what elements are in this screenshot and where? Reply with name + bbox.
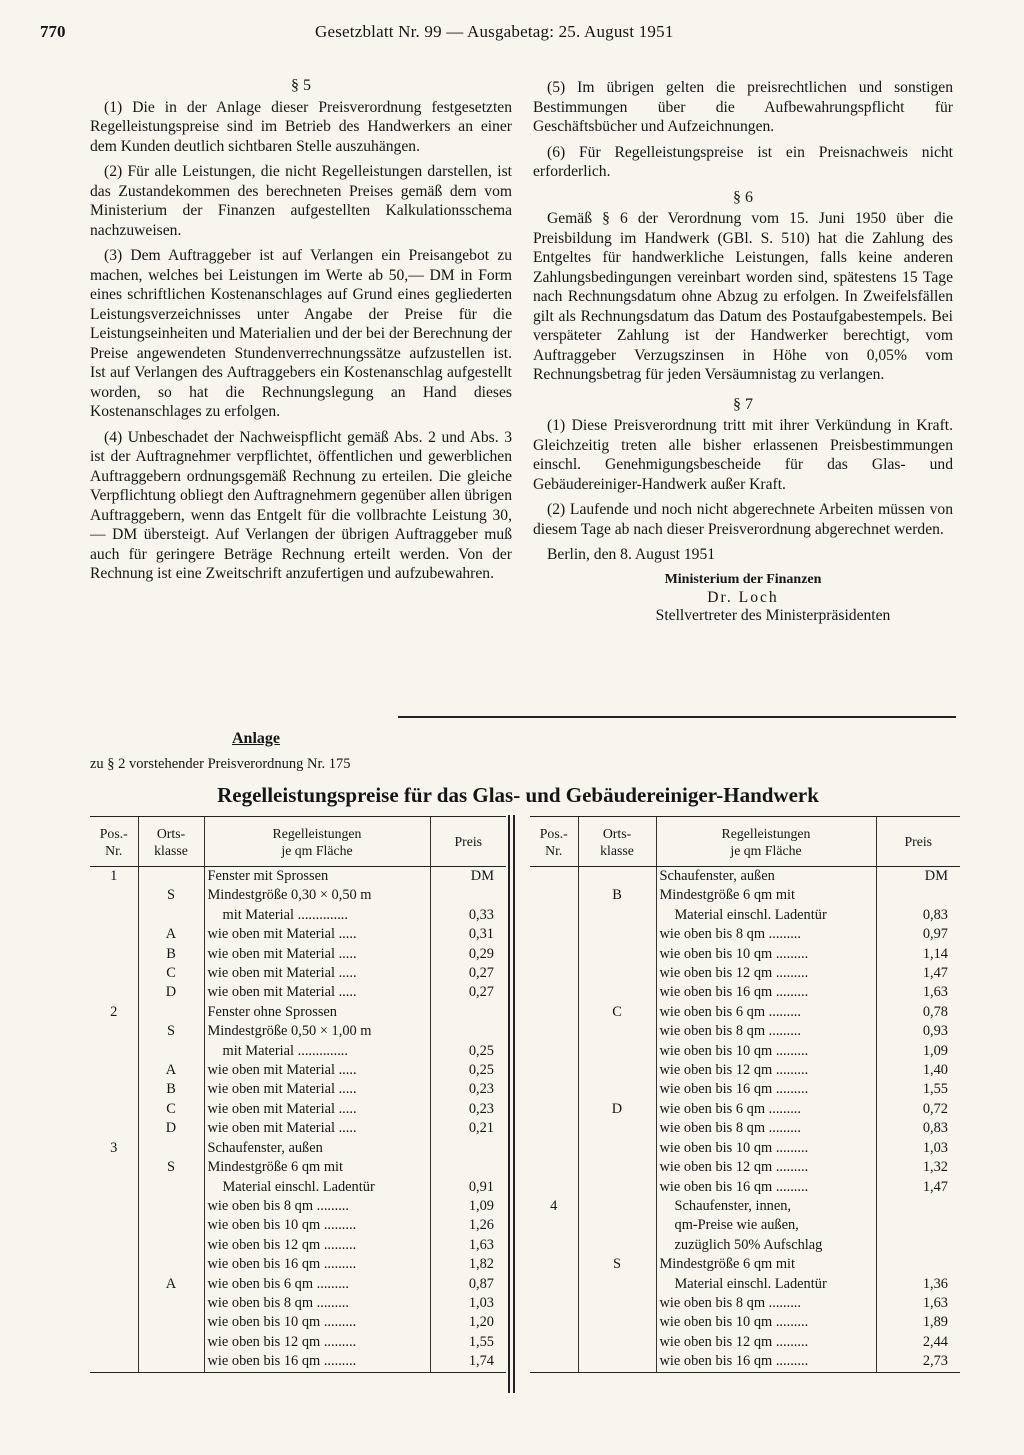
table-row (530, 1294, 960, 1313)
position-number (530, 1352, 578, 1372)
table-row (90, 1158, 506, 1177)
price-cell (876, 1236, 960, 1255)
price-cell: 1,89 (876, 1313, 960, 1332)
regelleistung-cell: wie oben mit Material ..... (204, 1100, 430, 1119)
table-row (530, 1352, 960, 1372)
position-number (90, 906, 138, 925)
price-cell: 2,44 (876, 1333, 960, 1352)
price-cell: 1,63 (430, 1236, 506, 1255)
regelleistung-cell: Mindestgröße 6 qm mit (204, 1158, 430, 1177)
table-row (530, 1003, 960, 1022)
regelleistung-cell: wie oben bis 6 qm ......... (204, 1275, 430, 1294)
price-cell: 0,83 (876, 1119, 960, 1138)
col-header-ortsklasse: Orts- klasse (578, 817, 656, 867)
ortsklasse-cell: S (138, 1022, 204, 1041)
ortsklasse-cell: S (138, 886, 204, 905)
regelleistung-cell: Schaufenster, außen (656, 867, 876, 887)
position-number (90, 1236, 138, 1255)
ortsklasse-cell (578, 1333, 656, 1352)
table-row (530, 1216, 960, 1235)
ministry-name: Ministerium der Finanzen (664, 571, 822, 587)
price-cell: 0,33 (430, 906, 506, 925)
price-cell: 1,09 (876, 1042, 960, 1061)
price-cell (430, 1003, 506, 1022)
position-number (530, 886, 578, 905)
regelleistung-cell: wie oben mit Material ..... (204, 925, 430, 944)
table-row (530, 945, 960, 964)
position-number (530, 1042, 578, 1061)
ortsklasse-cell: C (138, 1100, 204, 1119)
position-number (530, 1080, 578, 1099)
price-cell: DM (430, 867, 506, 887)
ortsklasse-cell (578, 1352, 656, 1372)
price-cell: 0,23 (430, 1100, 506, 1119)
price-cell: 0,78 (876, 1003, 960, 1022)
table-divider-right (513, 815, 515, 1393)
table-row (90, 1216, 506, 1235)
table-row (90, 1352, 506, 1372)
annex-reference: zu § 2 vorstehender Preisverordnung Nr. 175 (90, 756, 351, 772)
position-number (90, 1080, 138, 1099)
table-row (90, 1333, 506, 1352)
ortsklasse-cell (578, 1061, 656, 1080)
position-number (90, 1275, 138, 1294)
position-number (530, 945, 578, 964)
table-row (90, 1080, 506, 1099)
position-number: 1 (110, 868, 118, 884)
regelleistung-cell: wie oben bis 16 qm ......... (656, 1352, 876, 1372)
section-7-heading: § 7 (733, 395, 753, 413)
regelleistung-cell: mit Material .............. (204, 1042, 430, 1061)
regelleistung-cell: mit Material .............. (204, 906, 430, 925)
table-row (90, 1236, 506, 1255)
regelleistung-cell: wie oben bis 10 qm ......... (656, 1139, 876, 1158)
position-number (530, 1119, 578, 1138)
position-number (530, 1100, 578, 1119)
ortsklasse-cell (138, 1042, 204, 1061)
table-row (530, 1022, 960, 1041)
price-cell: 0,27 (430, 964, 506, 983)
price-cell: 0,97 (876, 925, 960, 944)
ortsklasse-cell: A (138, 1275, 204, 1294)
ortsklasse-cell: D (138, 983, 204, 1002)
position-number (530, 1139, 578, 1158)
ortsklasse-cell (138, 906, 204, 925)
price-cell: 1,03 (876, 1139, 960, 1158)
ortsklasse-cell (578, 983, 656, 1002)
price-cell: 1,63 (876, 1294, 960, 1313)
col-header-preis: Preis (876, 817, 960, 867)
ortsklasse-cell: S (578, 1255, 656, 1274)
position-number (90, 1022, 138, 1041)
ortsklasse-cell (578, 1197, 656, 1216)
ortsklasse-cell (138, 1333, 204, 1352)
section-7-para-2: (2) Laufende und noch nicht abgerechnete Arbeiten müssen von diesem Tage ab nach dieser Preisverordnung abgerechnet werden. (533, 501, 953, 538)
position-number (90, 1197, 138, 1216)
section-6-heading: § 6 (733, 188, 753, 206)
position-number (530, 867, 578, 887)
separator-rule (398, 716, 956, 718)
position-number (90, 1100, 138, 1119)
position-number (530, 1003, 578, 1022)
position-number (90, 1313, 138, 1332)
table-row (530, 983, 960, 1002)
ortsklasse-cell (578, 1158, 656, 1177)
ortsklasse-cell (578, 945, 656, 964)
table-row (90, 925, 506, 944)
table-row (90, 1178, 506, 1197)
section-5-para-1: (1) Die in der Anlage dieser Preisverordnung festgesetzten Regelleistungspreise sind im Betrieb des Handwerkers an einer dem Kunden deutlich sichtbaren Stelle auszuhängen. (90, 98, 512, 155)
table-row (90, 1003, 506, 1022)
regelleistung-cell: wie oben bis 16 qm ......... (656, 983, 876, 1002)
price-cell: 1,36 (876, 1275, 960, 1294)
price-table-right-body (530, 867, 960, 1373)
table-row (530, 1178, 960, 1197)
price-cell: 0,25 (430, 1042, 506, 1061)
ortsklasse-cell: B (138, 1080, 204, 1099)
position-number (530, 964, 578, 983)
ortsklasse-cell (578, 1022, 656, 1041)
ortsklasse-cell (138, 1236, 204, 1255)
right-text-column (533, 78, 953, 625)
ortsklasse-cell (138, 1294, 204, 1313)
position-number (90, 964, 138, 983)
table-row (90, 964, 506, 983)
position-number (90, 1061, 138, 1080)
regelleistung-cell: wie oben bis 12 qm ......... (656, 1333, 876, 1352)
regelleistung-cell: wie oben bis 10 qm ......... (204, 1216, 430, 1235)
regelleistung-cell: wie oben bis 8 qm ......... (204, 1197, 430, 1216)
ortsklasse-cell (138, 1313, 204, 1332)
regelleistung-cell: Fenster ohne Sprossen (204, 1003, 430, 1022)
price-cell (876, 1216, 960, 1235)
section-6-text: Gemäß § 6 der Verordnung vom 15. Juni 1950 über die Preisbildung im Handwerk (GBl. S. 510) hat die Zahlung des Entgeltes für handwerkliche Leistungen, falls keine anderen Zahlungsbedingungen vereinbart worden sind, spätestens 15 Tage nach Rechnungsdatum ohne Abzug zu erfolgen. In Zweifelsfällen gilt als Rechnungsdatum das Datum des Postaufgabestempels. Bei verspäteter Zahlung ist der Handwerker berechtigt, vom Auftraggeber Verzugszinsen in Höhe von 0,05% vom Rechnungsbetrag für jeden Versäumnistag zu verlangen. (533, 210, 953, 383)
table-row (530, 1197, 960, 1216)
price-cell: 1,74 (430, 1352, 506, 1372)
regelleistung-cell: wie oben bis 10 qm ......... (204, 1313, 430, 1332)
table-row (90, 1022, 506, 1041)
regelleistung-cell: wie oben bis 12 qm ......... (656, 1158, 876, 1177)
regelleistung-cell: wie oben bis 6 qm ......... (656, 1003, 876, 1022)
price-cell: 1,32 (876, 1158, 960, 1177)
regelleistung-cell: wie oben mit Material ..... (204, 945, 430, 964)
ortsklasse-cell (578, 964, 656, 983)
ortsklasse-cell: B (138, 945, 204, 964)
ortsklasse-cell (578, 1236, 656, 1255)
regelleistung-cell: wie oben bis 12 qm ......... (656, 1061, 876, 1080)
col-header-ortsklasse: Orts- klasse (138, 817, 204, 867)
position-number (90, 983, 138, 1002)
position-number (90, 1216, 138, 1235)
regelleistung-cell: wie oben bis 10 qm ......... (656, 1313, 876, 1332)
ortsklasse-cell (138, 1178, 204, 1197)
table-row (90, 1100, 506, 1119)
table-row (530, 1100, 960, 1119)
section-5-para-3: (3) Dem Auftraggeber ist auf Verlangen ein Preisangebot zu machen, welches bei Leistungen im Werte ab 50,— DM in Form eines schriftlichen Kostenanschlages auf Grund eines gegliederten Leistungsverzeichnisses unter Angabe der Preise für die Leistungseinheiten und Materialien und der bei der Berechnung der Preise angewendeten Stundenverrechnungssätze aufzustellen ist. Ist auf Verlangen des Auftraggebers ein Kostenanschlag aufgestellt worden, so hat die Rechnungslegung an Hand dieses Kostenanschlages zu erfolgen. (90, 247, 512, 420)
price-cell: 1,47 (876, 1178, 960, 1197)
section-5-heading: § 5 (291, 77, 311, 94)
regelleistung-cell: wie oben bis 16 qm ......... (204, 1255, 430, 1274)
price-cell: 0,29 (430, 945, 506, 964)
table-row (530, 1139, 960, 1158)
table-row (530, 906, 960, 925)
ortsklasse-cell (578, 906, 656, 925)
ortsklasse-cell: C (578, 1003, 656, 1022)
ortsklasse-cell (578, 1139, 656, 1158)
ortsklasse-cell (138, 1139, 204, 1158)
ortsklasse-cell (578, 1119, 656, 1138)
regelleistung-cell: wie oben bis 10 qm ......... (656, 945, 876, 964)
price-cell (430, 1022, 506, 1041)
price-cell: 1,26 (430, 1216, 506, 1235)
price-cell: 1,09 (430, 1197, 506, 1216)
regelleistung-cell: wie oben bis 8 qm ......... (656, 1294, 876, 1313)
ortsklasse-cell (138, 1255, 204, 1274)
table-row (530, 1313, 960, 1332)
gazette-title: Gesetzblatt Nr. 99 — Ausgabetag: 25. August 1951 (315, 22, 674, 41)
ortsklasse-cell (138, 1003, 204, 1022)
price-cell: 0,93 (876, 1022, 960, 1041)
position-number (90, 1294, 138, 1313)
regelleistung-cell: wie oben mit Material ..... (204, 983, 430, 1002)
table-row (90, 1042, 506, 1061)
regelleistung-cell: wie oben bis 16 qm ......... (656, 1080, 876, 1099)
regelleistung-cell: wie oben bis 8 qm ......... (204, 1294, 430, 1313)
table-row (530, 1236, 960, 1255)
regelleistung-cell: Mindestgröße 0,50 × 1,00 m (204, 1022, 430, 1041)
price-cell (430, 1158, 506, 1177)
position-number (90, 925, 138, 944)
price-cell: 1,82 (430, 1255, 506, 1274)
table-row (530, 925, 960, 944)
position-number (90, 1042, 138, 1061)
regelleistung-cell: wie oben bis 16 qm ......... (204, 1352, 430, 1372)
position-number (530, 1061, 578, 1080)
table-row (530, 867, 960, 887)
col-header-pos: Pos.- Nr. (530, 817, 578, 867)
signatory-name: Dr. Loch (707, 588, 779, 606)
ortsklasse-cell: D (578, 1100, 656, 1119)
position-number (530, 1158, 578, 1177)
position-number (530, 1275, 578, 1294)
table-divider-left (508, 815, 510, 1393)
price-cell: 1,03 (430, 1294, 506, 1313)
position-number (90, 1333, 138, 1352)
table-row (90, 1275, 506, 1294)
position-number (530, 1216, 578, 1235)
section-5-para-6: (6) Für Regelleistungspreise ist ein Preisnachweis nicht erforderlich. (533, 143, 953, 180)
regelleistung-cell: Fenster mit Sprossen (204, 867, 430, 887)
price-cell: 1,47 (876, 964, 960, 983)
regelleistung-cell: wie oben bis 12 qm ......... (204, 1333, 430, 1352)
col-header-pos: Pos.- Nr. (90, 817, 138, 867)
price-cell: 0,25 (430, 1061, 506, 1080)
regelleistung-cell: wie oben bis 10 qm ......... (656, 1042, 876, 1061)
ortsklasse-cell: C (138, 964, 204, 983)
table-row (90, 1313, 506, 1332)
price-cell: 1,40 (876, 1061, 960, 1080)
table-row (90, 867, 506, 887)
price-cell: 0,27 (430, 983, 506, 1002)
section-5-para-2: (2) Für alle Leistungen, die nicht Regelleistungen darstellen, ist das Zustandekommen des berechneten Preises gemäß dem vom Ministerium der Finanzen aufgestellten Kalkulationsschema nachzuweisen. (90, 163, 512, 239)
regelleistung-cell: wie oben bis 12 qm ......... (204, 1236, 430, 1255)
position-number (530, 1313, 578, 1332)
position-number (530, 1255, 578, 1274)
price-cell: 1,63 (876, 983, 960, 1002)
table-row (90, 906, 506, 925)
ortsklasse-cell: B (578, 886, 656, 905)
regelleistung-cell: wie oben mit Material ..... (204, 1080, 430, 1099)
table-row (90, 1139, 506, 1158)
table-row (530, 1042, 960, 1061)
ortsklasse-cell (578, 925, 656, 944)
position-number (530, 1333, 578, 1352)
col-header-regelleistungen: Regelleistungen je qm Fläche (204, 817, 430, 867)
table-row (530, 964, 960, 983)
table-row (90, 1294, 506, 1313)
section-7-para-1: (1) Diese Preisverordnung tritt mit ihrer Verkündung in Kraft. Gleichzeitig treten alle bisher erlassenen Preisbestimmungen einschl. Genehmigungsbescheide für das Glas- und Gebäudereiniger-Handwerk außer Kraft. (533, 417, 953, 493)
section-5-para-5: (5) Im übrigen gelten die preisrechtlichen und sonstigen Bestimmungen über die Aufbewahrungspflicht für Geschäftsbücher und Aufzeichnungen. (533, 79, 953, 135)
left-text-column (90, 76, 512, 590)
table-row (90, 1061, 506, 1080)
regelleistung-cell: Mindestgröße 6 qm mit (656, 886, 876, 905)
table-row (530, 1061, 960, 1080)
price-cell: 0,21 (430, 1119, 506, 1138)
regelleistung-cell: wie oben bis 8 qm ......... (656, 1022, 876, 1041)
ortsklasse-cell (578, 1294, 656, 1313)
table-row (530, 1158, 960, 1177)
position-number: 4 (550, 1197, 558, 1214)
price-cell (430, 886, 506, 905)
ortsklasse-cell: S (138, 1158, 204, 1177)
position-number (90, 1255, 138, 1274)
table-row (90, 1197, 506, 1216)
regelleistung-cell: Schaufenster, außen (204, 1139, 430, 1158)
table-row (90, 983, 506, 1002)
ortsklasse-cell (578, 1313, 656, 1332)
price-cell (430, 1139, 506, 1158)
regelleistung-cell: Schaufenster, innen, (656, 1197, 876, 1216)
table-row (90, 945, 506, 964)
ortsklasse-cell (578, 1216, 656, 1235)
date-line: Berlin, den 8. August 1951 (547, 546, 716, 563)
page-number: 770 (40, 22, 66, 41)
ortsklasse-cell: D (138, 1119, 204, 1138)
table-row (90, 886, 506, 905)
regelleistung-cell: Mindestgröße 6 qm mit (656, 1255, 876, 1274)
price-cell (876, 1197, 960, 1216)
table-row (530, 1080, 960, 1099)
table-row (530, 886, 960, 905)
regelleistung-cell: wie oben bis 8 qm ......... (656, 925, 876, 944)
regelleistung-cell: wie oben bis 8 qm ......... (656, 1119, 876, 1138)
position-number: 2 (110, 1003, 118, 1020)
price-cell: 0,87 (430, 1275, 506, 1294)
price-table-right (530, 816, 960, 1373)
ortsklasse-cell (138, 867, 204, 887)
table-row (90, 1255, 506, 1274)
position-number (90, 1158, 138, 1177)
table-row (530, 1119, 960, 1138)
ortsklasse-cell (138, 1197, 204, 1216)
price-cell: 0,31 (430, 925, 506, 944)
ortsklasse-cell (578, 1178, 656, 1197)
price-cell (876, 1255, 960, 1274)
ortsklasse-cell (578, 867, 656, 887)
ortsklasse-cell (138, 1216, 204, 1235)
regelleistung-cell: wie oben mit Material ..... (204, 964, 430, 983)
price-cell: 1,55 (430, 1333, 506, 1352)
position-number (530, 1236, 578, 1255)
position-number (90, 1119, 138, 1138)
section-5-para-4: (4) Unbeschadet der Nachweispflicht gemäß Abs. 2 und Abs. 3 ist der Auftragnehmer verpflichtet, öffentlichen und gewerblichen Auftraggebern ordnungsgemäß Rechnung zu erteilen. Die gleiche Verpflichtung obliegt den Auftragnehmern gegenüber allen übrigen Auftraggebern, wenn das Entgelt für die vollbrachte Leistung 30,— DM übersteigt. Auf Verlangen der übrigen Auftraggeber muß auch für geringere Beträge Rechnung erteilt werden. Von der Rechnung ist eine Zweitschrift anzufertigen und aufzubewahren. (90, 428, 512, 582)
position-number (530, 1178, 578, 1197)
regelleistung-cell: Material einschl. Ladentür (204, 1178, 430, 1197)
position-number (530, 1294, 578, 1313)
position-number: 3 (110, 1139, 118, 1156)
regelleistung-cell: Material einschl. Ladentür (656, 1275, 876, 1294)
regelleistung-cell: wie oben mit Material ..... (204, 1119, 430, 1138)
ortsklasse-cell (578, 1080, 656, 1099)
price-table-left (90, 816, 506, 1373)
price-table-left-body (90, 867, 506, 1373)
price-cell: 0,83 (876, 906, 960, 925)
price-cell: 1,20 (430, 1313, 506, 1332)
price-cell: 0,23 (430, 1080, 506, 1099)
signatory-role: Stellvertreter des Ministerpräsidenten (655, 606, 891, 624)
position-number (530, 983, 578, 1002)
position-number (90, 1352, 138, 1372)
position-number (530, 925, 578, 944)
ortsklasse-cell (578, 1042, 656, 1061)
position-number (90, 1178, 138, 1197)
regelleistung-cell: zuzüglich 50% Aufschlag (656, 1236, 876, 1255)
position-number (90, 945, 138, 964)
regelleistung-cell: wie oben mit Material ..... (204, 1061, 430, 1080)
regelleistung-cell: wie oben bis 6 qm ......... (656, 1100, 876, 1119)
table-row (530, 1255, 960, 1274)
ortsklasse-cell (138, 1352, 204, 1372)
col-header-regelleistungen: Regelleistungen je qm Fläche (656, 817, 876, 867)
price-cell (876, 886, 960, 905)
regelleistung-cell: Mindestgröße 0,30 × 0,50 m (204, 886, 430, 905)
regelleistung-cell: wie oben bis 12 qm ......... (656, 964, 876, 983)
position-number (530, 1022, 578, 1041)
col-header-preis: Preis (430, 817, 506, 867)
regelleistung-cell: Material einschl. Ladentür (656, 906, 876, 925)
price-cell: 0,72 (876, 1100, 960, 1119)
position-number (90, 886, 138, 905)
ortsklasse-cell: A (138, 1061, 204, 1080)
ortsklasse-cell (578, 1275, 656, 1294)
table-row (530, 1333, 960, 1352)
price-cell: 1,14 (876, 945, 960, 964)
regelleistung-cell: wie oben bis 16 qm ......... (656, 1178, 876, 1197)
price-cell: DM (876, 867, 960, 887)
table-row (90, 1119, 506, 1138)
table-row (530, 1275, 960, 1294)
price-cell: 2,73 (876, 1352, 960, 1372)
annex-label: Anlage (232, 730, 280, 747)
regelleistung-cell: qm-Preise wie außen, (656, 1216, 876, 1235)
price-cell: 1,55 (876, 1080, 960, 1099)
position-number (530, 906, 578, 925)
price-cell: 0,91 (430, 1178, 506, 1197)
ortsklasse-cell: A (138, 925, 204, 944)
annex-title: Regelleistungspreise für das Glas- und Gebäudereiniger-Handwerk (217, 783, 819, 807)
